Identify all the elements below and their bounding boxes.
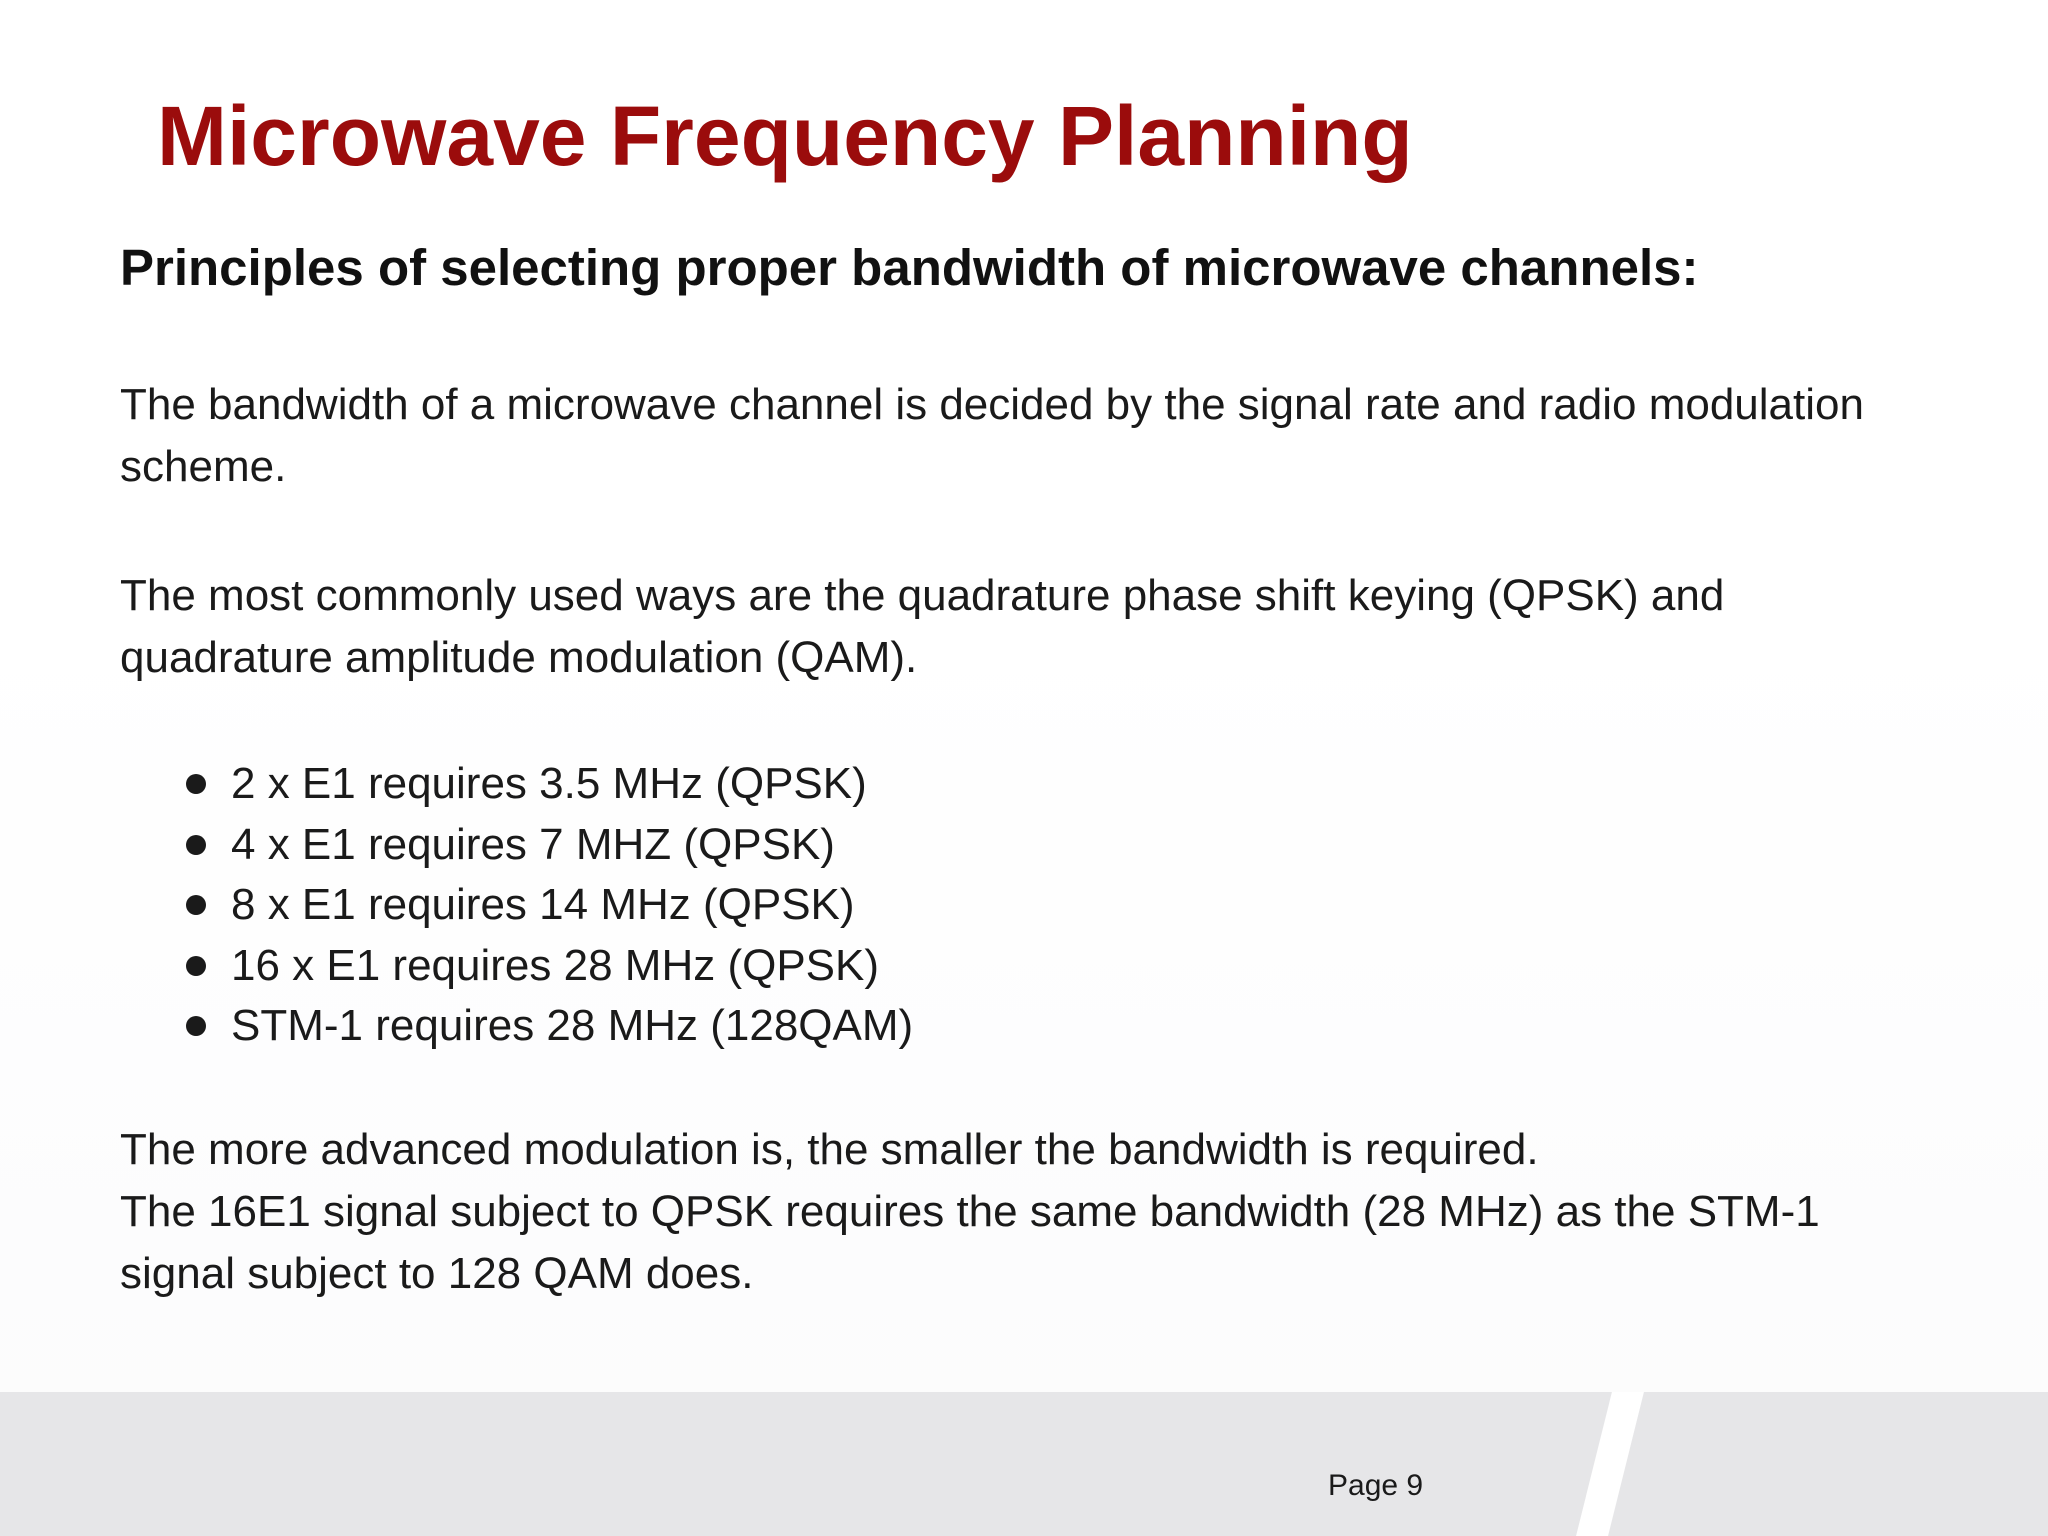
conclusion-line-1: The more advanced modulation is, the smaller the bandwidth is required. — [120, 1125, 1539, 1174]
bullet-icon — [186, 1016, 206, 1036]
list-item — [180, 936, 913, 997]
slide-footer — [0, 1392, 2048, 1536]
slide-subtitle: Principles of selecting proper bandwidth of microwave channels: — [120, 239, 1699, 296]
page-number: Page 9 — [1328, 1469, 1424, 1502]
list-item-text: 4 x E1 requires 7 MHZ (QPSK) — [231, 819, 835, 869]
list-item-text: 8 x E1 requires 14 MHz (QPSK) — [231, 880, 855, 929]
list-item — [180, 754, 913, 815]
bullet-icon — [186, 774, 206, 794]
paragraph-bandwidth-definition: The bandwidth of a microwave channel is decided by the signal rate and radio modulation scheme. — [120, 380, 1864, 491]
paragraph-modulation-methods: The most commonly used ways are the quadrature phase shift keying (QPSK) and quadrature amplitude modulation (QAM). — [120, 571, 1725, 682]
bullet-icon — [186, 835, 206, 855]
list-item — [180, 815, 913, 876]
conclusion-line-2: The 16E1 signal subject to QPSK requires the same bandwidth (28 MHz) as the STM-1 signal subject to 128 QAM does. — [120, 1187, 1820, 1298]
footer-stripe-decoration — [1567, 1392, 1649, 1536]
paragraph-conclusion — [120, 1119, 1920, 1305]
list-item-text: 16 x E1 requires 28 MHz (QPSK) — [231, 940, 880, 990]
list-item-text: 2 x E1 requires 3.5 MHz (QPSK) — [231, 759, 867, 808]
list-item — [180, 996, 913, 1057]
bandwidth-requirements-list — [180, 754, 913, 1057]
slide-title: Microwave Frequency Planning — [157, 89, 1413, 183]
bullet-icon — [186, 895, 206, 915]
bullet-icon — [186, 956, 206, 976]
list-item-text: STM-1 requires 28 MHz (128QAM) — [231, 1001, 914, 1050]
list-item — [180, 875, 913, 936]
